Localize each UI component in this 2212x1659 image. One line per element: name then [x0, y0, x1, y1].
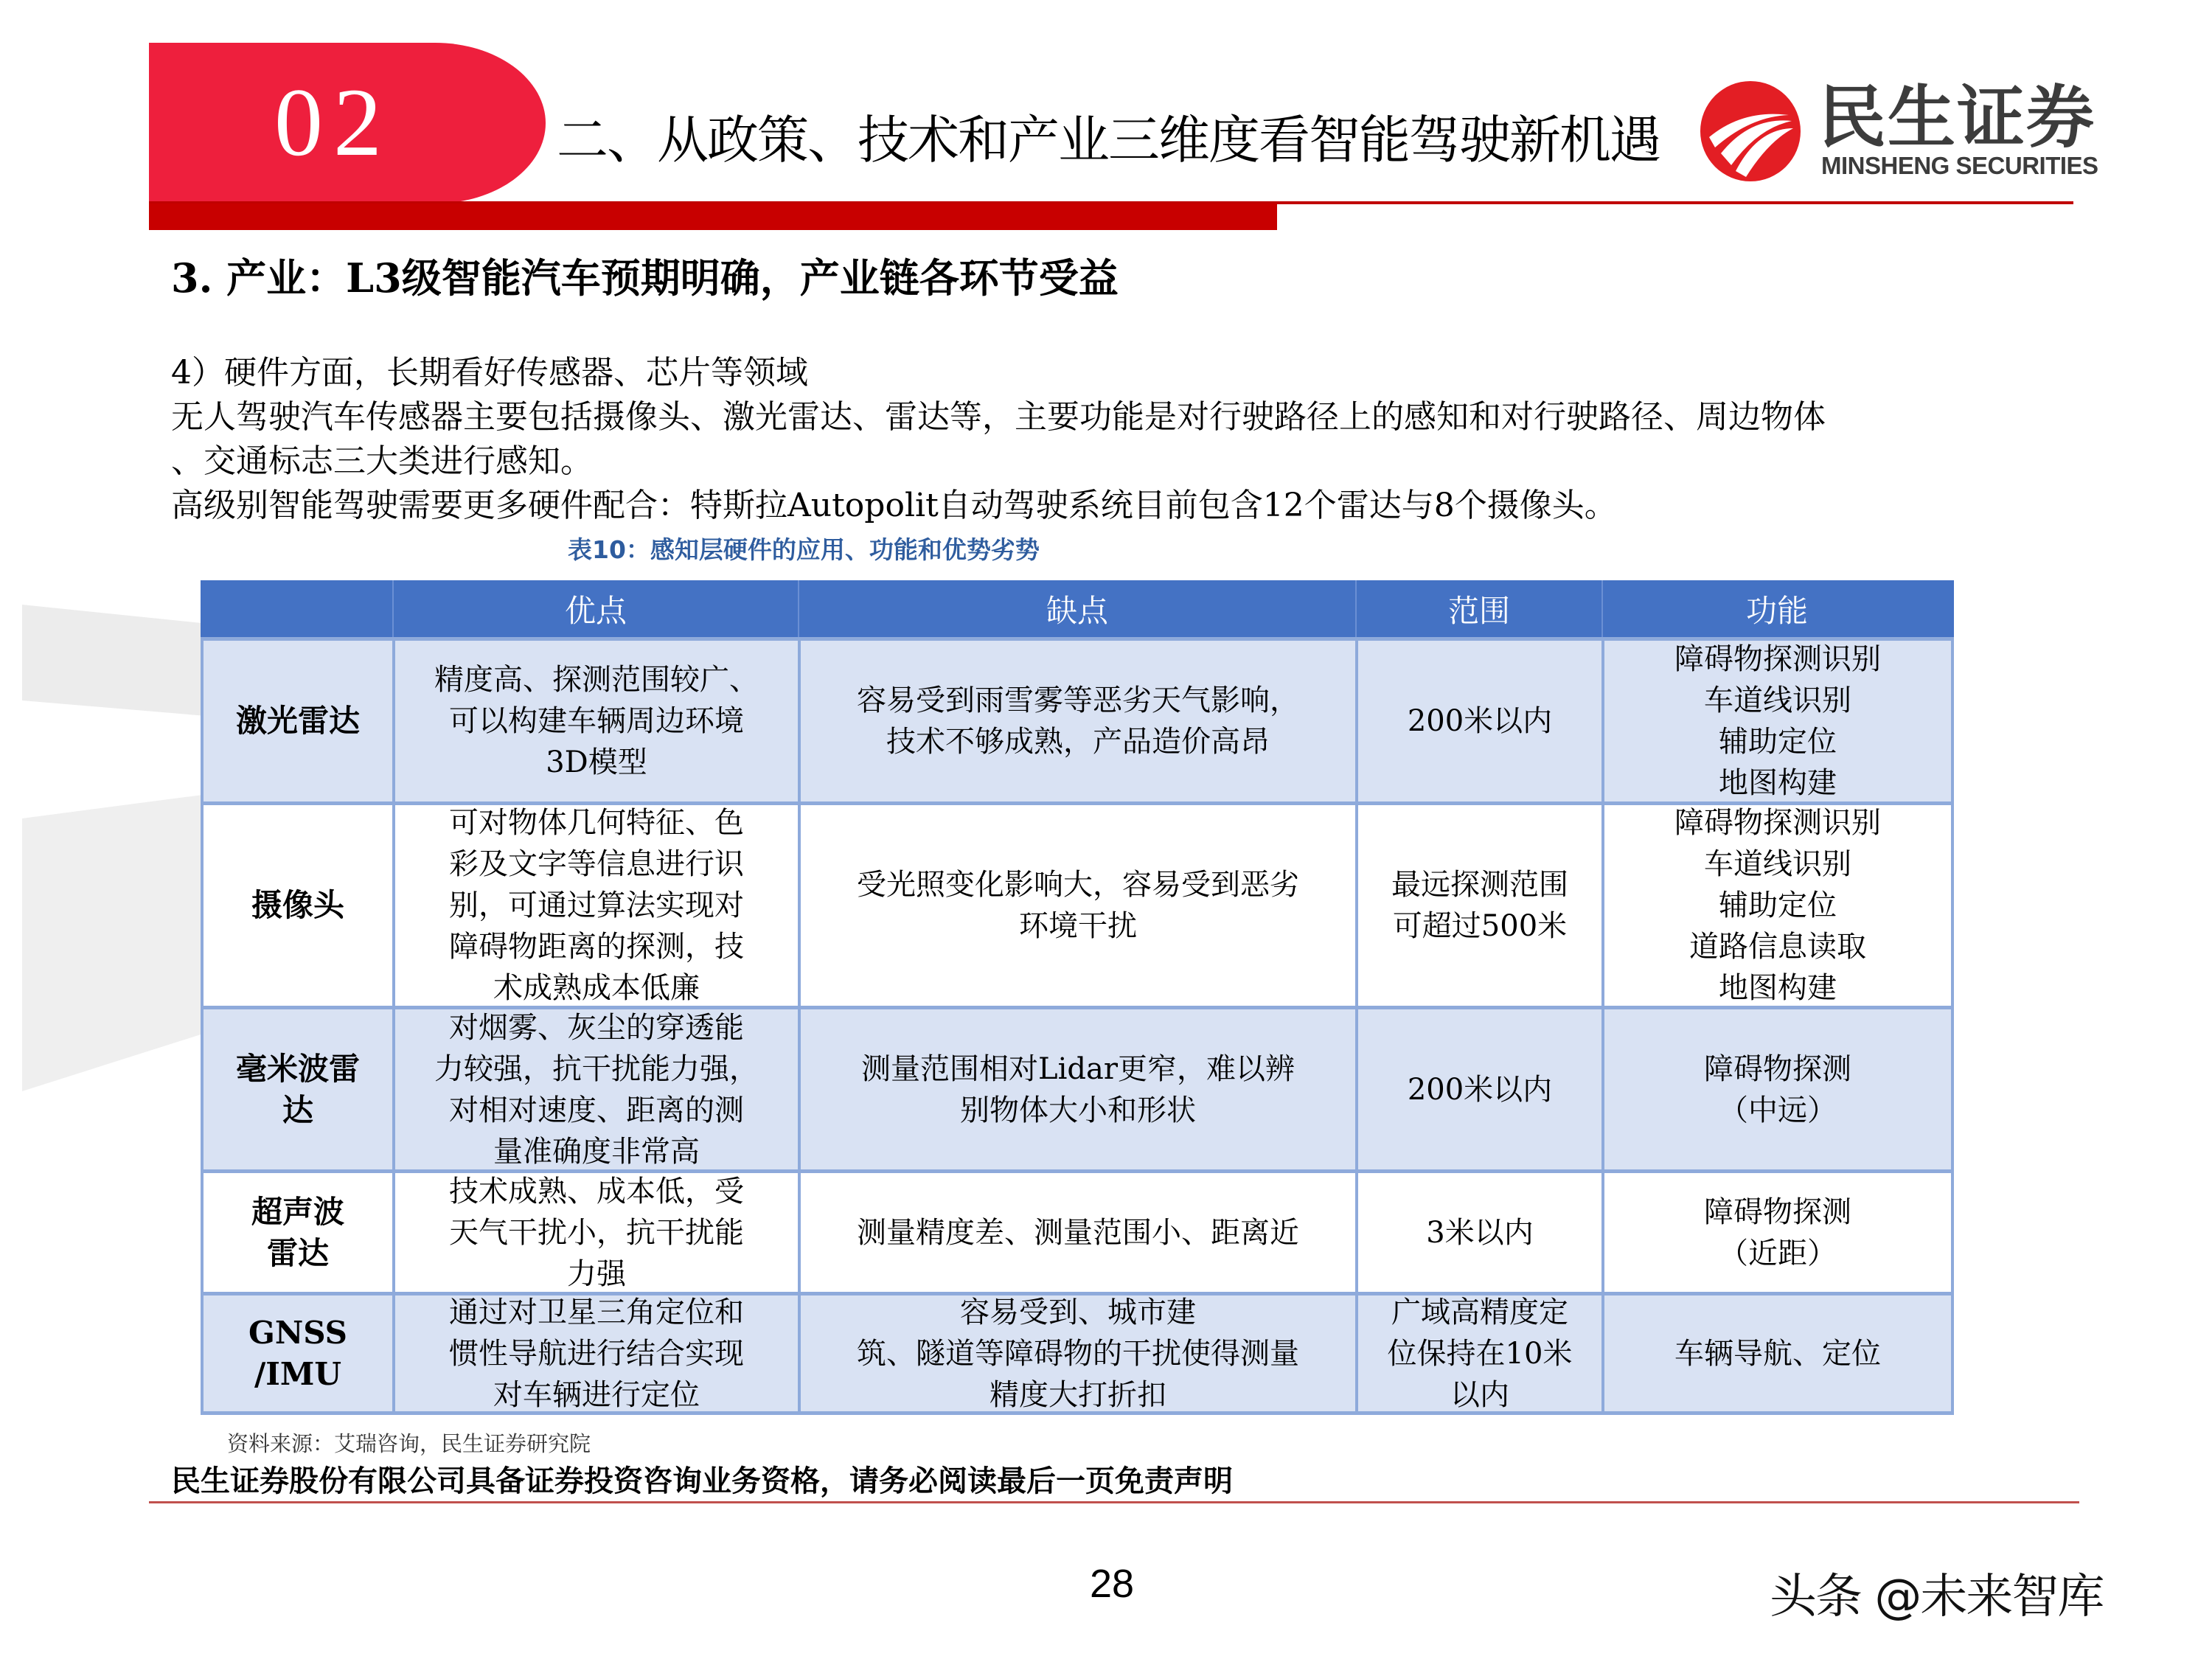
cell-text-line: 别物体大小和形状 — [960, 1093, 1196, 1127]
cell-text-line: 可对物体几何特征、色 — [449, 806, 744, 840]
section-number: 02 — [274, 68, 392, 176]
paragraph-line: 、交通标志三大类进行感知。 — [171, 442, 593, 480]
cell-text-line: 量准确度非常高 — [493, 1134, 700, 1169]
cell-text-line: /IMU — [254, 1355, 342, 1392]
table-row — [201, 1006, 1954, 1169]
cell-text-line: 测量精度差、测量范围小、距离近 — [857, 1215, 1299, 1250]
source-watermark: 头条 @未来智库 — [1770, 1570, 2104, 1624]
cell-functions — [1601, 641, 1951, 801]
row-label — [204, 1173, 392, 1292]
cell-range — [1355, 1009, 1601, 1169]
column-header-functions: 功能 — [1601, 580, 1951, 637]
cell-cons — [798, 1295, 1355, 1411]
cell-text-line: 容易受到、城市建 — [960, 1295, 1196, 1329]
cell-text-line: 通过对卫星三角定位和 — [449, 1295, 744, 1329]
cell-text-line: 精度高、探测范围较广、 — [434, 663, 759, 697]
column-header-cons: 缺点 — [798, 580, 1355, 637]
cell-text-line: 200米以内 — [1407, 1072, 1553, 1107]
cell-text-line: 彩及文字等信息进行识 — [449, 847, 744, 881]
cell-cons — [798, 1009, 1355, 1169]
cell-pros — [392, 1173, 798, 1292]
cell-text-line: 对车辆进行定位 — [493, 1377, 700, 1411]
cell-text-line: 雷达 — [266, 1234, 329, 1271]
chapter-title: 二、从政策、技术和产业三维度看智能驾驶新机遇 — [557, 110, 1660, 170]
cell-functions — [1601, 1295, 1951, 1411]
column-header — [204, 580, 392, 637]
paragraph-line: 高级别智能驾驶需要更多硬件配合：特斯拉Autopolit自动驾驶系统目前包含12个雷达与8个摄像头。 — [171, 487, 1617, 524]
table-row — [201, 801, 1954, 1006]
cell-range — [1355, 1173, 1601, 1292]
cell-text-line: 力强 — [567, 1256, 626, 1291]
cell-text-line: 力较强，抗干扰能力强， — [434, 1051, 759, 1086]
cell-text-line: 最远探测范围 — [1391, 868, 1568, 902]
cell-text-line: 以内 — [1450, 1377, 1509, 1411]
cell-text-line: 车道线识别 — [1704, 847, 1851, 881]
cell-range — [1355, 641, 1601, 801]
cell-text-line: 摄像头 — [251, 887, 344, 923]
disclaimer: 民生证券股份有限公司具备证券投资咨询业务资格，请务必阅读最后一页免责声明 — [171, 1464, 1233, 1498]
cell-text-line: 精度大打折扣 — [990, 1377, 1166, 1411]
row-label — [204, 1295, 392, 1411]
table-row — [201, 1169, 1954, 1292]
cell-text-line: 地图构建 — [1719, 766, 1837, 800]
cell-cons — [798, 641, 1355, 801]
cell-functions — [1601, 1009, 1951, 1169]
cell-text-line: 容易受到雨雪雾等恶劣天气影响， — [857, 684, 1299, 717]
cell-text-line: 障碍物探测识别 — [1674, 642, 1881, 676]
row-label — [204, 1009, 392, 1169]
cell-text-line: 广域高精度定 — [1391, 1295, 1568, 1329]
cell-text-line: 天气干扰小，抗干扰能 — [449, 1215, 744, 1250]
cell-text-line: 障碍物探测 — [1704, 1051, 1851, 1086]
cell-text-line: 位保持在10米 — [1387, 1336, 1573, 1371]
cell-text-line: 辅助定位 — [1719, 725, 1837, 759]
cell-text-line: 测量范围相对Lidar更窄，难以辨 — [861, 1051, 1295, 1086]
cell-text-line: 车道线识别 — [1704, 684, 1851, 717]
cell-text-line: 技术成熟、成本低，受 — [449, 1174, 744, 1208]
footer-divider-line — [149, 1501, 2079, 1503]
page-number: 28 — [1090, 1562, 1135, 1606]
cell-text-line: （中远） — [1719, 1093, 1837, 1127]
cell-text-line: 超声波 — [251, 1193, 344, 1230]
cell-text-line: 技术不够成熟，产品造价高昂 — [886, 725, 1270, 759]
cell-text-line: 车辆导航、定位 — [1674, 1336, 1881, 1371]
cell-text-line: 障碍物探测 — [1704, 1194, 1851, 1229]
cell-text-line: 惯性导航进行结合实现 — [449, 1336, 744, 1371]
cell-text-line: 对相对速度、距离的测 — [449, 1093, 744, 1127]
cell-text-line: GNSS — [248, 1314, 347, 1351]
cell-functions — [1601, 805, 1951, 1006]
cell-functions — [1601, 1173, 1951, 1292]
cell-pros — [392, 641, 798, 801]
cell-pros — [392, 805, 798, 1006]
cell-text-line: 3D模型 — [546, 745, 647, 779]
cell-text-line: 3米以内 — [1426, 1215, 1534, 1250]
column-header-pros: 优点 — [392, 580, 798, 637]
cell-text-line: 可以构建车辆周边环境 — [449, 704, 744, 738]
cell-text-line: 术成熟成本低廉 — [493, 971, 700, 1005]
minsheng-logo-icon — [1699, 80, 1802, 183]
sensor-comparison-table — [201, 580, 1954, 1415]
row-label — [204, 641, 392, 801]
cell-text-line: 受光照变化影响大，容易受到恶劣 — [857, 868, 1299, 902]
cell-text-line: 对烟雾、灰尘的穿透能 — [449, 1010, 744, 1045]
cell-range — [1355, 805, 1601, 1006]
cell-text-line: 达 — [282, 1091, 313, 1128]
row-label — [204, 805, 392, 1006]
table-header-row — [201, 580, 1954, 637]
logo-text-cn: 民生证券 — [1818, 78, 2096, 157]
cell-text-line: 地图构建 — [1719, 971, 1837, 1005]
cell-text-line: 道路信息读取 — [1689, 930, 1866, 964]
cell-text-line: 可超过500米 — [1392, 909, 1568, 943]
cell-pros — [392, 1009, 798, 1169]
cell-text-line: 环境干扰 — [1019, 909, 1137, 943]
cell-pros — [392, 1295, 798, 1411]
cell-text-line: 毫米波雷 — [235, 1050, 360, 1087]
cell-cons — [798, 805, 1355, 1006]
table-row — [201, 637, 1954, 801]
cell-text-line: 障碍物探测识别 — [1674, 806, 1881, 840]
source-note: 资料来源：艾瑞咨询，民生证券研究院 — [227, 1431, 591, 1456]
cell-text-line: 障碍物距离的探测，技 — [449, 930, 744, 964]
cell-cons — [798, 1173, 1355, 1292]
cell-text-line: 辅助定位 — [1719, 888, 1837, 922]
table-caption: 表10：感知层硬件的应用、功能和优势劣势 — [568, 535, 1040, 564]
header-red-bar — [149, 204, 1277, 230]
paragraph-line: 无人驾驶汽车传感器主要包括摄像头、激光雷达、雷达等，主要功能是对行驶路径上的感知和对行驶路径、周边物体 — [171, 398, 1826, 436]
cell-range — [1355, 1295, 1601, 1411]
cell-text-line: 200米以内 — [1407, 704, 1553, 738]
cell-text-line: （近距） — [1719, 1236, 1837, 1270]
column-header-range: 范围 — [1355, 580, 1601, 637]
body-text — [171, 351, 2103, 528]
logo-text-en: MINSHENG SECURITIES — [1821, 152, 2098, 179]
cell-text-line: 别，可通过算法实现对 — [449, 888, 744, 922]
paragraph-line: 4）硬件方面，长期看好传感器、芯片等领域 — [171, 354, 808, 392]
section-title: 3. 产业：L3级智能汽车预期明确，产业链各环节受益 — [171, 254, 1119, 302]
table-row — [201, 1292, 1954, 1415]
cell-text-line: 激光雷达 — [235, 703, 360, 739]
cell-text-line: 筑、隧道等障碍物的干扰使得测量 — [857, 1336, 1299, 1371]
